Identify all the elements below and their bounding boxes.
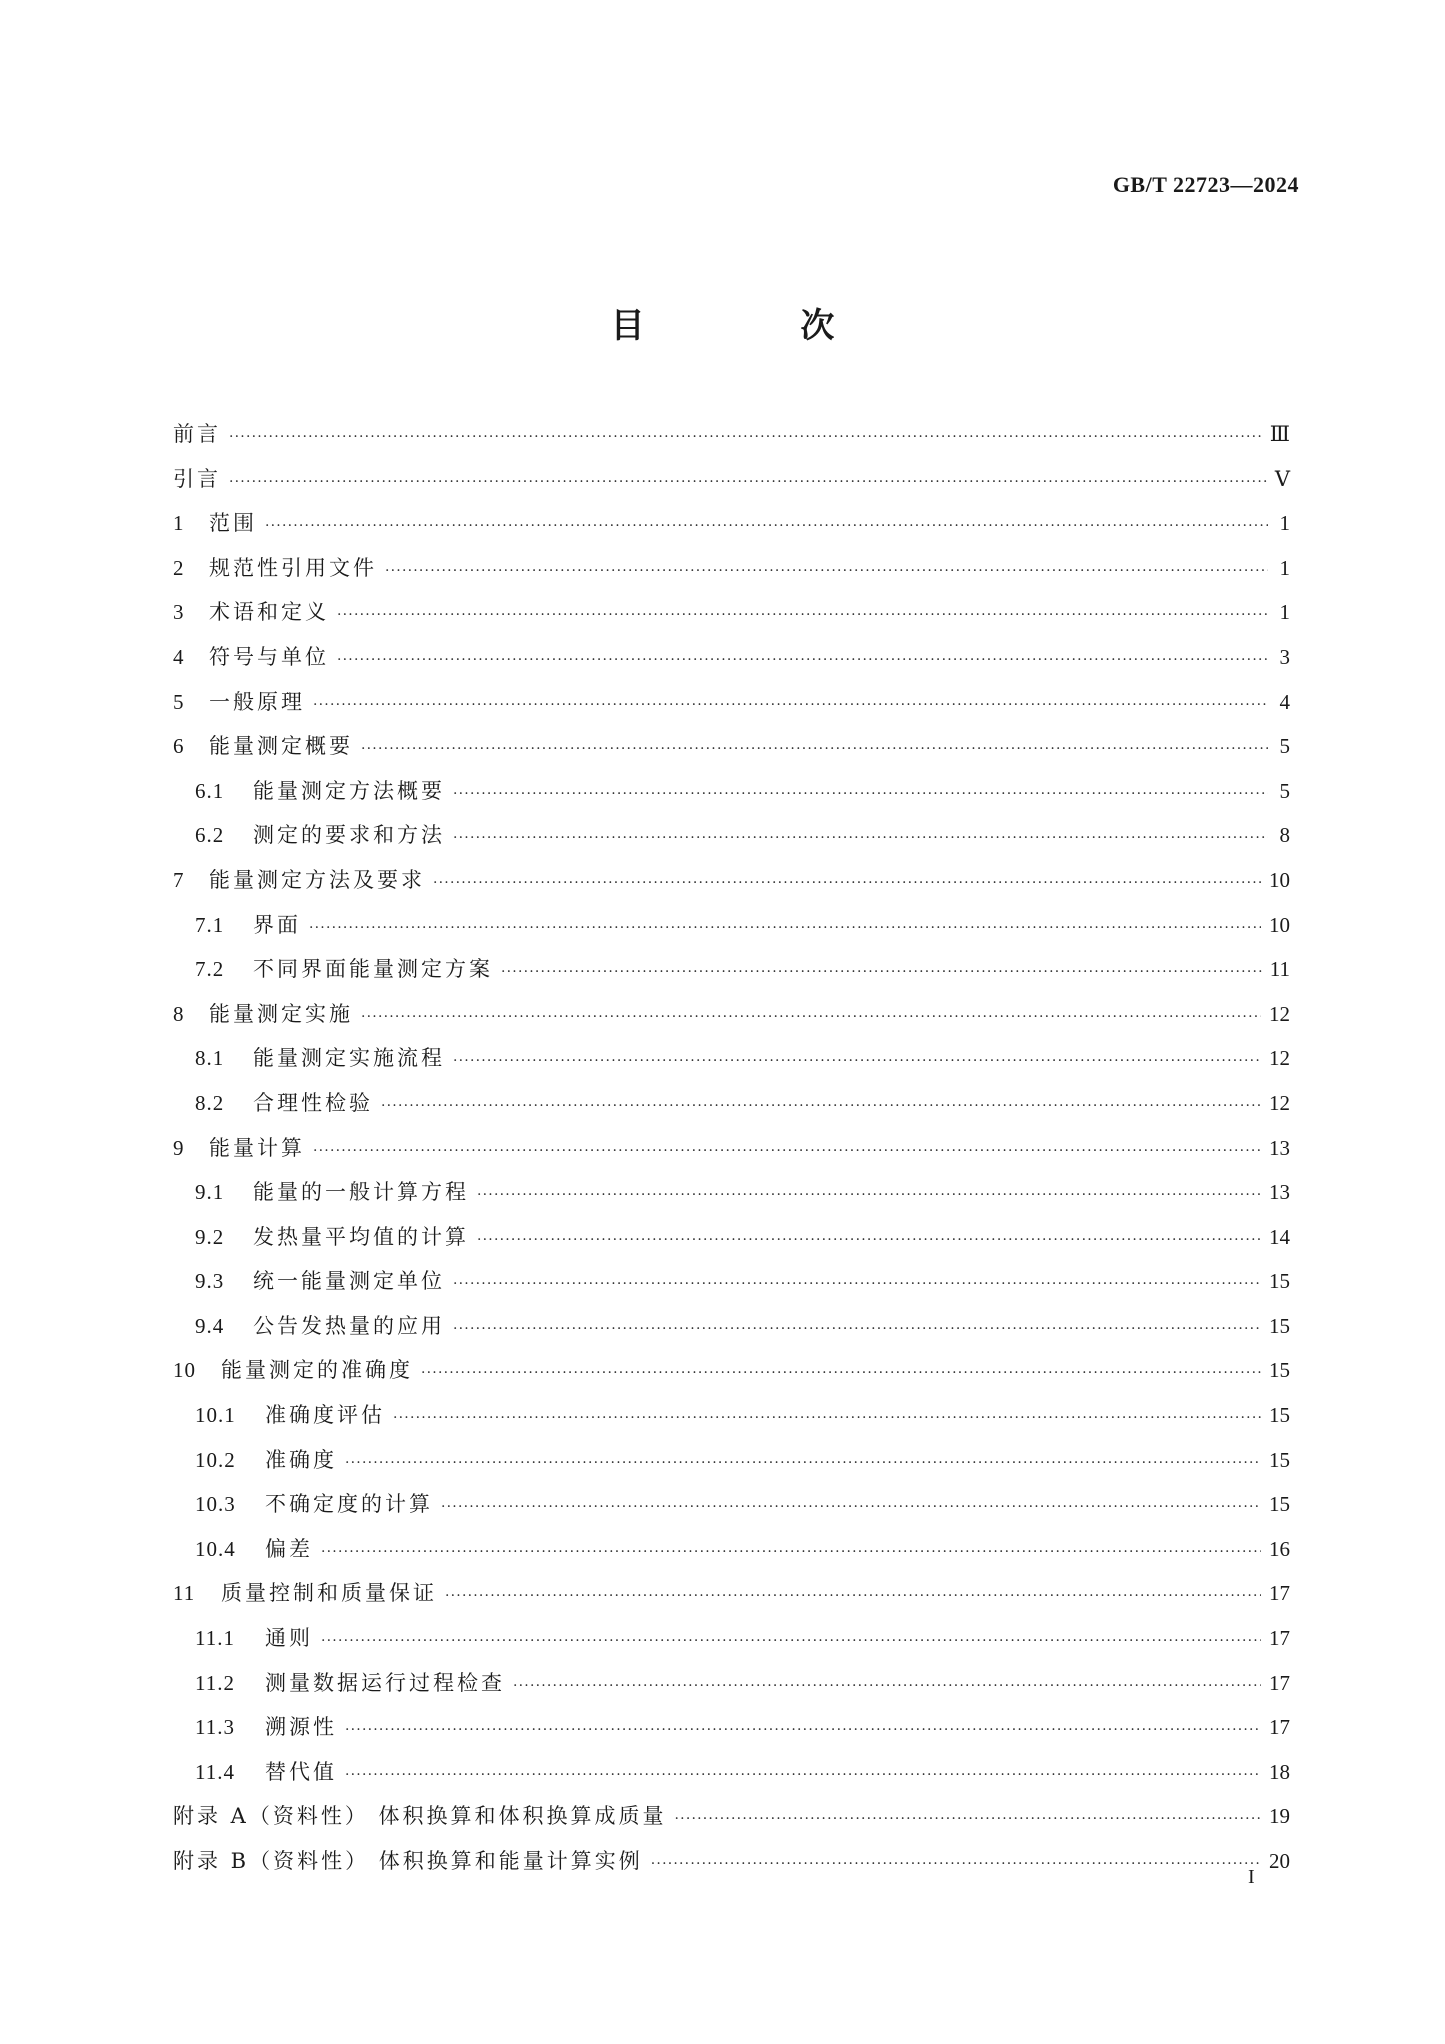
toc-entry-label: 范围	[209, 511, 257, 536]
toc-entry[interactable]	[173, 992, 1290, 1037]
toc-entry-label: 能量测定方法概要	[253, 778, 445, 803]
toc-entry[interactable]	[173, 1036, 1290, 1081]
toc-entry-number: 2	[173, 555, 185, 580]
toc-entry-label: 能量计算	[209, 1135, 305, 1160]
toc-entry[interactable]	[173, 903, 1290, 948]
toc-leader-dots	[453, 1307, 1261, 1352]
toc-leader-dots	[337, 638, 1268, 683]
toc-entry-number: 9.4	[195, 1313, 225, 1338]
toc-leader-dots	[313, 683, 1268, 728]
toc-entry[interactable]	[173, 1170, 1290, 1215]
toc-entry-page: 17	[1269, 1581, 1290, 1606]
toc-entry-label: 能量测定方法及要求	[209, 867, 425, 892]
toc-entry-number: 8.1	[195, 1046, 225, 1071]
toc-entry-label: 不同界面能量测定方案	[253, 957, 493, 982]
toc-entry-number: 9	[173, 1135, 185, 1160]
toc-entry-label: 统一能量测定单位	[253, 1269, 445, 1294]
toc-entry-label: 符号与单位	[209, 644, 329, 669]
toc-leader-dots	[453, 816, 1268, 861]
toc-entry[interactable]	[173, 1348, 1290, 1393]
toc-entry[interactable]	[173, 680, 1290, 725]
toc-entry-number: 10.2	[195, 1447, 236, 1472]
toc-entry[interactable]	[173, 947, 1290, 992]
toc-entry-label: 引言	[173, 466, 221, 491]
toc-entry-page: 16	[1269, 1536, 1290, 1561]
toc-entry-page: 20	[1269, 1849, 1290, 1873]
toc-entry-label: 术语和定义	[209, 600, 329, 625]
toc-entry-label: 溯源性	[265, 1715, 337, 1740]
toc-entry[interactable]	[173, 1081, 1290, 1126]
toc-entry[interactable]	[173, 769, 1290, 814]
toc-leader-dots	[445, 1574, 1261, 1619]
toc-entry[interactable]	[173, 1482, 1290, 1527]
toc-leader-dots	[345, 1708, 1261, 1753]
toc-entry-number: 7	[173, 867, 185, 892]
toc-entry[interactable]	[173, 724, 1290, 769]
toc-leader-dots	[321, 1619, 1261, 1664]
toc-leader-dots	[337, 593, 1268, 638]
toc-entry[interactable]	[173, 1705, 1290, 1750]
toc-entry-label: 一般原理	[209, 689, 305, 714]
toc-entry-page: 10	[1269, 912, 1290, 937]
toc-entry-page: 3	[1279, 644, 1290, 669]
toc-entry-page: 17	[1269, 1670, 1290, 1695]
toc-entry-label: 能量测定实施	[209, 1001, 353, 1026]
toc-leader-dots	[477, 1218, 1261, 1263]
toc-leader-dots	[313, 1129, 1261, 1174]
toc-leader-dots	[361, 727, 1268, 772]
toc-entry-label: 能量测定的准确度	[221, 1358, 413, 1383]
toc-entry-number: 11.3	[195, 1715, 235, 1740]
toc-entry[interactable]	[173, 1661, 1290, 1706]
toc-leader-dots	[321, 1530, 1261, 1575]
toc-entry-number: 9.2	[195, 1224, 225, 1249]
toc-leader-dots	[651, 1842, 1261, 1887]
toc-entry[interactable]	[173, 546, 1290, 591]
toc-entry-number: 3	[173, 600, 185, 625]
toc-entry-page: 15	[1269, 1403, 1290, 1428]
toc-entry-label: 测量数据运行过程检查	[265, 1670, 505, 1695]
toc-entry-number: 8	[173, 1001, 185, 1026]
toc-leader-dots	[675, 1797, 1261, 1842]
toc-entry-number: 1	[173, 511, 185, 536]
toc-entry[interactable]	[173, 412, 1290, 457]
toc-leader-dots	[229, 415, 1262, 460]
toc-entry-number: 6.1	[195, 778, 225, 803]
toc-entry[interactable]	[173, 1259, 1290, 1304]
toc-entry[interactable]	[173, 1616, 1290, 1661]
toc-leader-dots	[477, 1173, 1261, 1218]
standard-code: GB/T 22723—2024	[1112, 172, 1299, 197]
toc-entry-page: 14	[1269, 1224, 1290, 1249]
toc-leader-dots	[453, 772, 1268, 817]
toc-leader-dots	[265, 504, 1268, 549]
toc-entry-number: 10.1	[195, 1403, 236, 1428]
toc-entry-page: Ⅲ	[1269, 422, 1290, 446]
toc-entry-label: 准确度	[265, 1447, 337, 1472]
toc-leader-dots	[361, 995, 1261, 1040]
toc-entry-number: 6	[173, 734, 185, 759]
toc-leader-dots	[453, 1262, 1261, 1307]
toc-leader-dots	[513, 1664, 1261, 1709]
toc-entry-label: 测定的要求和方法	[253, 823, 445, 848]
toc-entry-label: 附录 A（资料性） 体积换算和体积换算成质量	[173, 1804, 667, 1829]
toc-entry-page: 8	[1279, 823, 1290, 848]
toc-entry-number: 11	[173, 1581, 196, 1606]
toc-entry-number: 9.3	[195, 1269, 225, 1294]
toc-leader-dots	[381, 1084, 1261, 1129]
toc-leader-dots	[345, 1753, 1261, 1798]
toc-entry-page: 15	[1269, 1313, 1290, 1338]
toc-entry[interactable]	[173, 1393, 1290, 1438]
toc-entry-label: 能量测定概要	[209, 734, 353, 759]
toc-entry-page: 18	[1269, 1759, 1290, 1784]
toc-entry-page: Ⅴ	[1274, 466, 1290, 491]
page-number: I	[1248, 1866, 1255, 1888]
toc-entry-number: 10.4	[195, 1536, 236, 1561]
toc-entry-label: 规范性引用文件	[209, 555, 377, 580]
table-of-contents	[173, 412, 1290, 1884]
toc-leader-dots	[229, 460, 1267, 505]
toc-entry-label: 偏差	[265, 1536, 313, 1561]
toc-entry-page: 5	[1279, 778, 1290, 803]
toc-leader-dots	[501, 950, 1262, 995]
toc-entry-number: 9.1	[195, 1180, 225, 1205]
toc-entry-page: 15	[1269, 1269, 1290, 1294]
toc-entry-label: 通则	[265, 1626, 313, 1651]
toc-entry-number: 7.2	[195, 957, 225, 982]
toc-entry-number: 11.2	[195, 1670, 235, 1695]
toc-entry[interactable]	[173, 1126, 1290, 1171]
toc-entry[interactable]	[173, 1527, 1290, 1572]
toc-entry-page: 19	[1269, 1804, 1290, 1829]
toc-entry-label: 合理性检验	[253, 1090, 373, 1115]
toc-entry-page: 1	[1279, 555, 1290, 580]
toc-entry-label: 能量的一般计算方程	[253, 1180, 469, 1205]
toc-entry-label: 发热量平均值的计算	[253, 1224, 469, 1249]
toc-entry-page: 10	[1269, 867, 1290, 892]
toc-entry-page: 17	[1269, 1626, 1290, 1651]
toc-entry[interactable]	[173, 1438, 1290, 1483]
toc-entry-label: 替代值	[265, 1759, 337, 1784]
toc-leader-dots	[393, 1396, 1261, 1441]
toc-entry-page: 12	[1269, 1001, 1290, 1026]
toc-entry-label: 不确定度的计算	[265, 1492, 433, 1517]
toc-entry-label: 能量测定实施流程	[253, 1046, 445, 1071]
toc-entry[interactable]	[173, 501, 1290, 546]
toc-entry-label: 准确度评估	[265, 1403, 385, 1428]
toc-entry-page: 11	[1269, 957, 1290, 982]
toc-entry-number: 11.1	[195, 1626, 235, 1651]
toc-entry[interactable]	[173, 457, 1290, 502]
toc-leader-dots	[345, 1441, 1261, 1486]
toc-entry-label: 前言	[173, 422, 221, 446]
toc-entry[interactable]	[173, 1571, 1290, 1616]
toc-leader-dots	[433, 861, 1261, 906]
toc-entry-page: 12	[1269, 1046, 1290, 1071]
toc-entry-page: 13	[1269, 1180, 1290, 1205]
toc-entry[interactable]	[173, 1304, 1290, 1349]
toc-leader-dots	[441, 1485, 1261, 1530]
toc-entry-page: 15	[1269, 1358, 1290, 1383]
toc-entry-page: 5	[1279, 734, 1290, 759]
toc-entry-label: 质量控制和质量保证	[221, 1581, 437, 1606]
toc-entry[interactable]	[173, 1839, 1290, 1884]
toc-entry-page: 15	[1269, 1492, 1290, 1517]
toc-entry-number: 10.3	[195, 1492, 236, 1517]
toc-entry-page: 12	[1269, 1090, 1290, 1115]
toc-entry-label: 附录 B（资料性） 体积换算和能量计算实例	[173, 1849, 643, 1873]
toc-entry-page: 15	[1269, 1447, 1290, 1472]
toc-entry[interactable]	[173, 1750, 1290, 1795]
toc-entry-page: 17	[1269, 1715, 1290, 1740]
toc-leader-dots	[309, 906, 1261, 951]
toc-entry-page: 4	[1279, 689, 1290, 714]
toc-leader-dots	[385, 549, 1268, 594]
toc-entry[interactable]	[173, 1794, 1290, 1839]
toc-entry-number: 6.2	[195, 823, 225, 848]
toc-entry-page: 1	[1279, 600, 1290, 625]
toc-entry-label: 公告发热量的应用	[253, 1313, 445, 1338]
toc-entry-number: 7.1	[195, 912, 225, 937]
toc-entry[interactable]	[173, 590, 1290, 635]
toc-entry-number: 8.2	[195, 1090, 225, 1115]
page-title: 目 次	[610, 306, 907, 346]
toc-entry-label: 界面	[253, 912, 301, 937]
toc-entry-number: 4	[173, 644, 185, 669]
toc-entry-number: 5	[173, 689, 185, 714]
toc-entry[interactable]	[173, 813, 1290, 858]
toc-entry-page: 13	[1269, 1135, 1290, 1160]
toc-leader-dots	[453, 1039, 1261, 1084]
toc-entry[interactable]	[173, 1215, 1290, 1260]
toc-entry-page: 1	[1279, 511, 1290, 536]
toc-leader-dots	[421, 1351, 1261, 1396]
toc-entry-number: 11.4	[195, 1759, 235, 1784]
toc-entry-number: 10	[173, 1358, 196, 1383]
toc-entry[interactable]	[173, 858, 1290, 903]
toc-entry[interactable]	[173, 635, 1290, 680]
